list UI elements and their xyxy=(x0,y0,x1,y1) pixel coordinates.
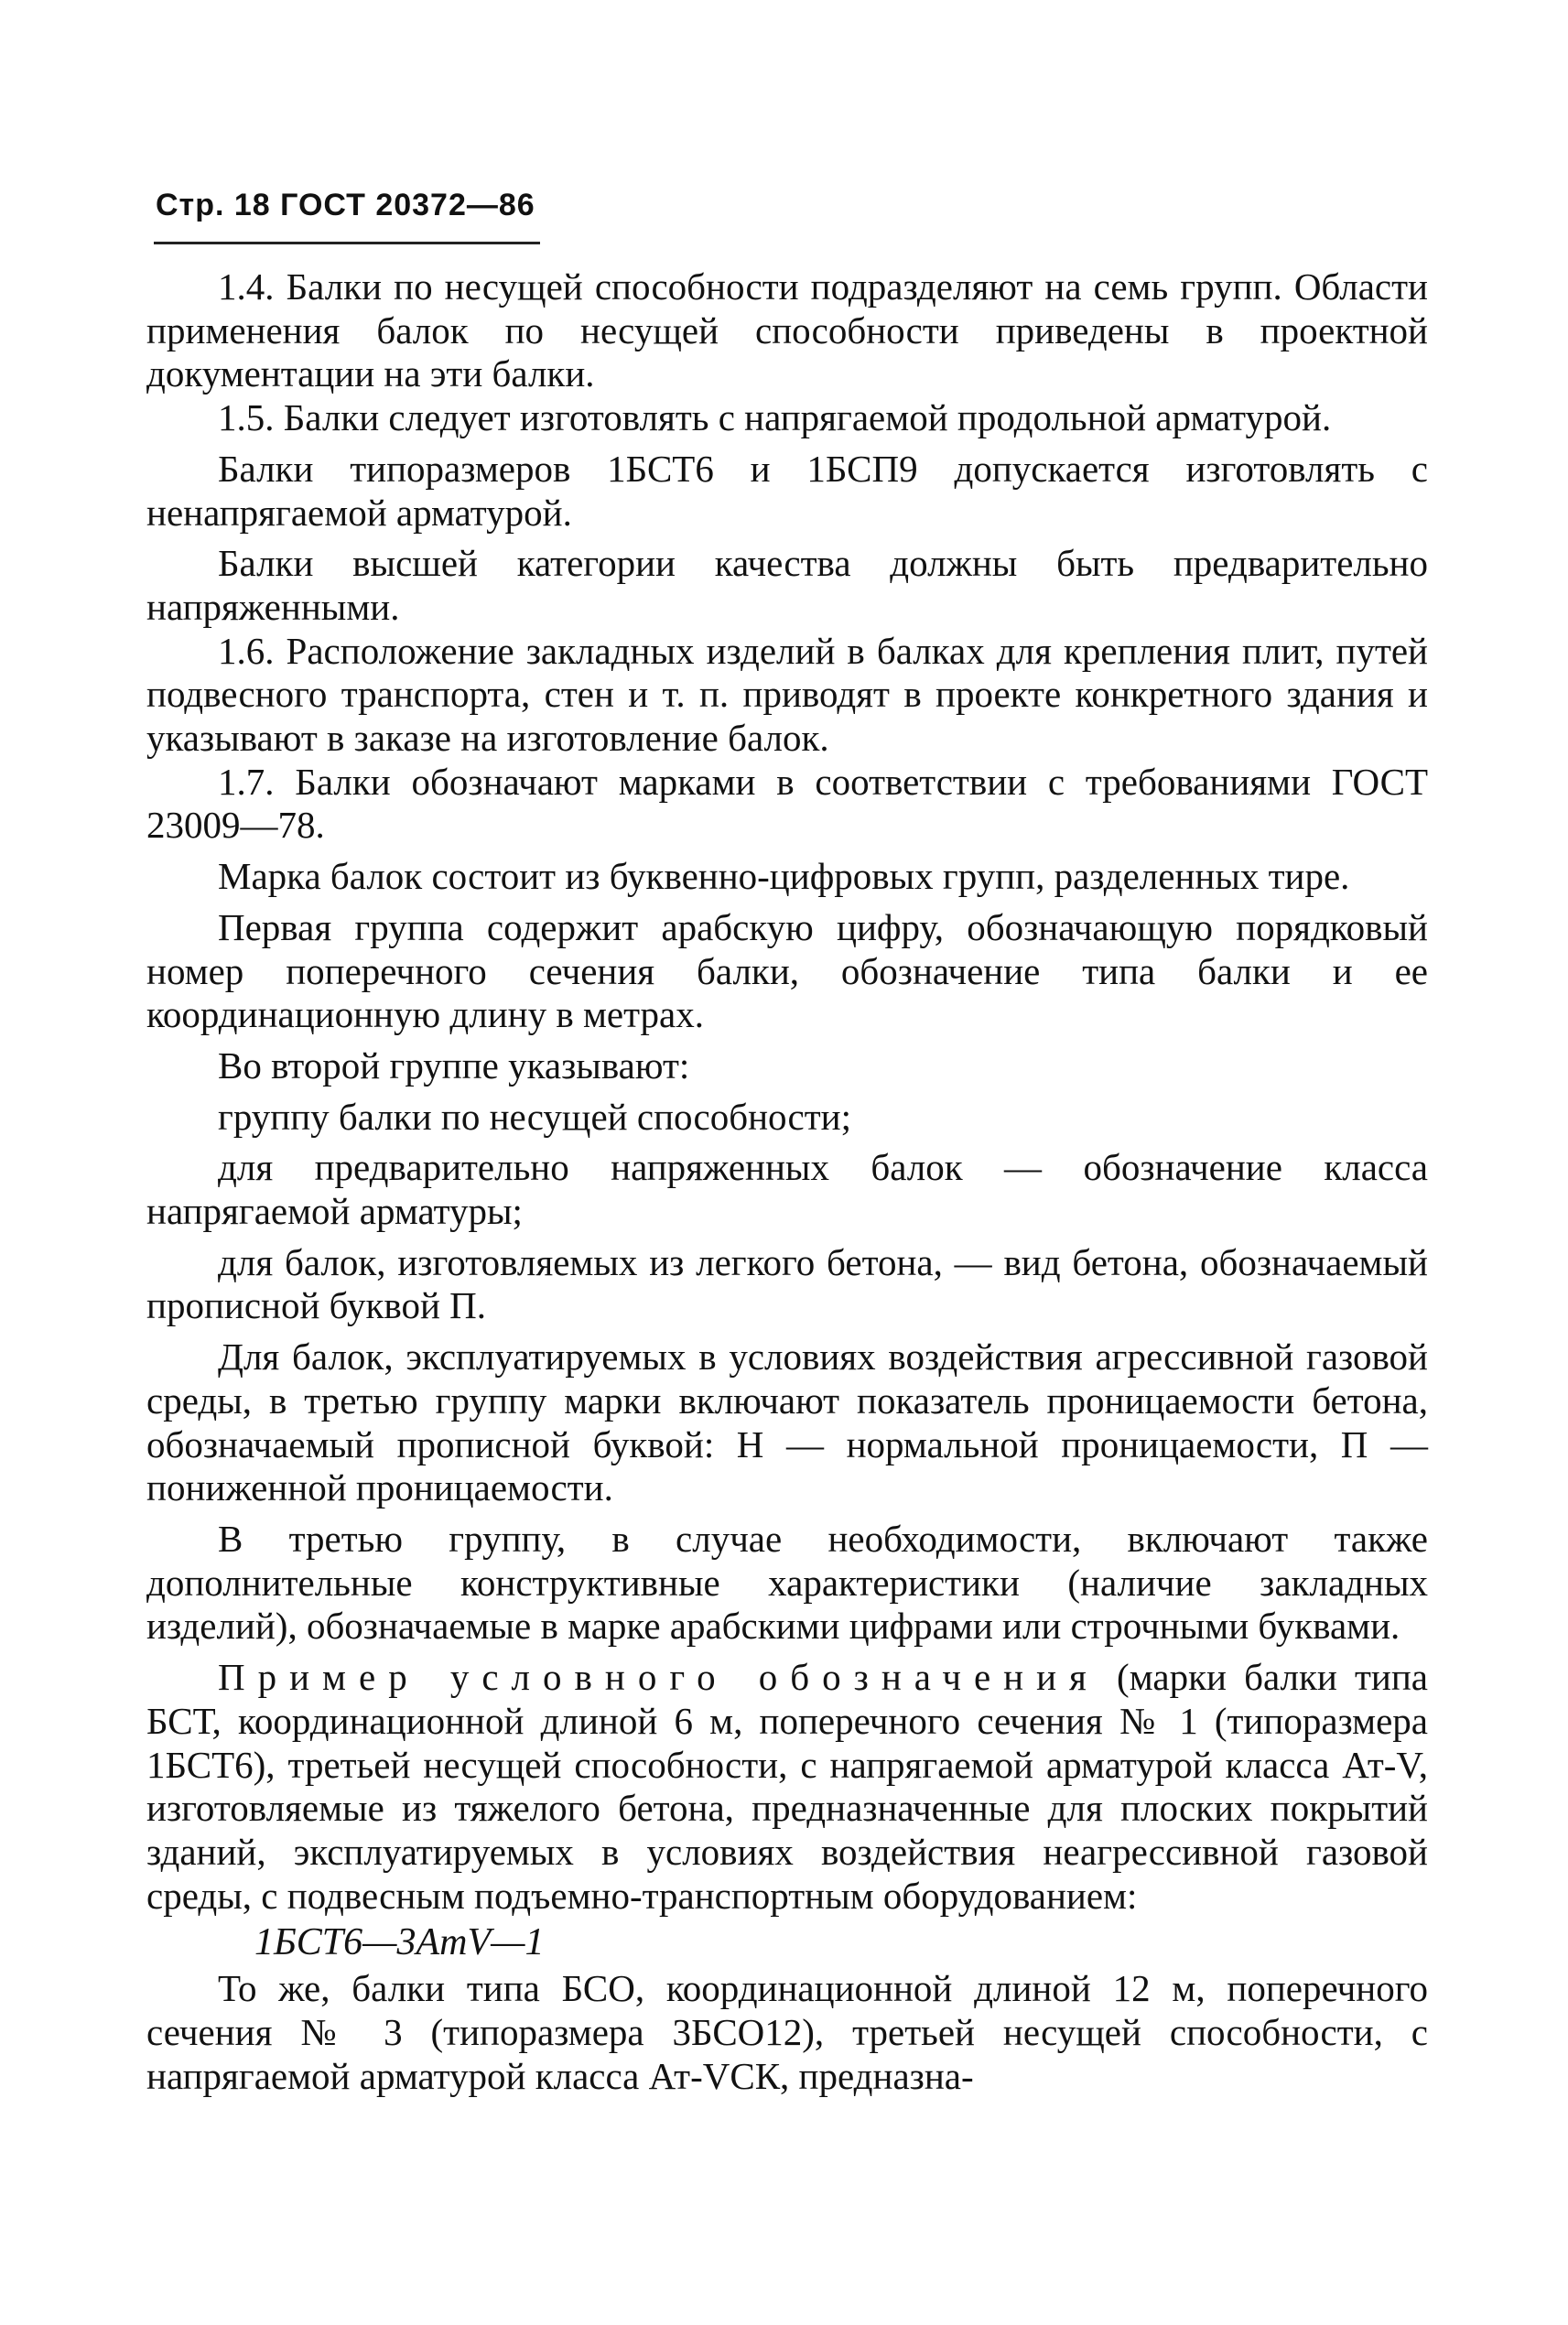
paragraph-prestressed: для предварительно напряженных балок — обозначение класса напрягаемой арматуры; xyxy=(146,1146,1428,1233)
paragraph-1-4: 1.4. Балки по несущей способности подразделяют на семь групп. Области применения балок по несущей способности приведены в проектной документации на эти балки. xyxy=(146,265,1428,395)
header-rule xyxy=(154,242,540,244)
paragraph-bearing-group: группу балки по несущей способности; xyxy=(218,1095,851,1138)
paragraph-sizes: Балки типоразмеров 1БСТ6 и 1БСП9 допускается изготовлять с ненапрягаемой арматурой. xyxy=(146,447,1428,534)
paragraph-first-group: Первая группа содержит арабскую цифру, обозначающую порядковый номер поперечного сечения балки, обозначение типа балки и ее координационную длину в метрах. xyxy=(146,905,1428,1036)
running-head: Стр. 18 ГОСТ 20372—86 xyxy=(156,188,535,222)
paragraph-light-concrete: для балок, изготовляемых из легкого бетона, — вид бетона, обозначаемый прописной буквой П. xyxy=(146,1240,1428,1327)
body-text xyxy=(146,265,1428,2098)
paragraph-1-6: 1.6. Расположение закладных изделий в балках для крепления плит, путей подвесного транспорта, стен и т. п. приводят в проекте конкретного здания и указывают в заказе на изготовление балок. xyxy=(146,629,1428,760)
paragraph-quality: Балки высшей категории качества должны быть предварительно напряженными. xyxy=(146,542,1428,628)
example-text: (марки балки типа БСТ, координационной длиной 6 м, поперечного сечения № 1 (типоразмера 1БСТ6), третьей несущей способности, с напрягаемой арматурой класса Ат-V, изготовляемые из тяжелого бетона, предназначенные для плоских покрытий зданий, эксплуатируемых в условиях воздействия неагрессивной газовой среды, с подвесным подъемно-транспортным оборудованием: xyxy=(146,1656,1428,1917)
paragraph-second-group: Во второй группе указывают: xyxy=(218,1044,690,1087)
paragraph-third-group: В третью группу, в случае необходимости, включают также дополнительные конструктивные характеристики (наличие закладных изделий), обозначаемые в марке арабскими цифрами или строчными буквами. xyxy=(146,1517,1428,1648)
paragraph-1-7: 1.7. Балки обозначают марками в соответствии с требованиями ГОСТ 23009—78. xyxy=(146,760,1428,847)
paragraph-same-bso: То же, балки типа БСО, координационной длиной 12 м, поперечного сечения № 3 (типоразмера 3БСО12), третьей несущей способности, с напрягаемой арматурой класса Ат-VСК, предназна- xyxy=(146,1967,1428,2097)
example-formula: 1БСТ6—3АтV—1 xyxy=(254,1921,545,1964)
paragraph-example xyxy=(146,1656,1428,1918)
paragraph-1-5: 1.5. Балки следует изготовлять с напрягаемой продольной арматурой. xyxy=(218,396,1332,439)
example-lead: Пример условного обозначения xyxy=(218,1656,1099,1699)
paragraph-aggressive-env: Для балок, эксплуатируемых в условиях воздействия агрессивной газовой среды, в третью группу марки включают показатель проницаемости бетона, обозначаемый прописной буквой: Н — нормальной проницаемости, П — пониженной проницаемости. xyxy=(146,1336,1428,1509)
paragraph-mark-structure: Марка балок состоит из буквенно-цифровых групп, разделенных тире. xyxy=(218,855,1350,898)
